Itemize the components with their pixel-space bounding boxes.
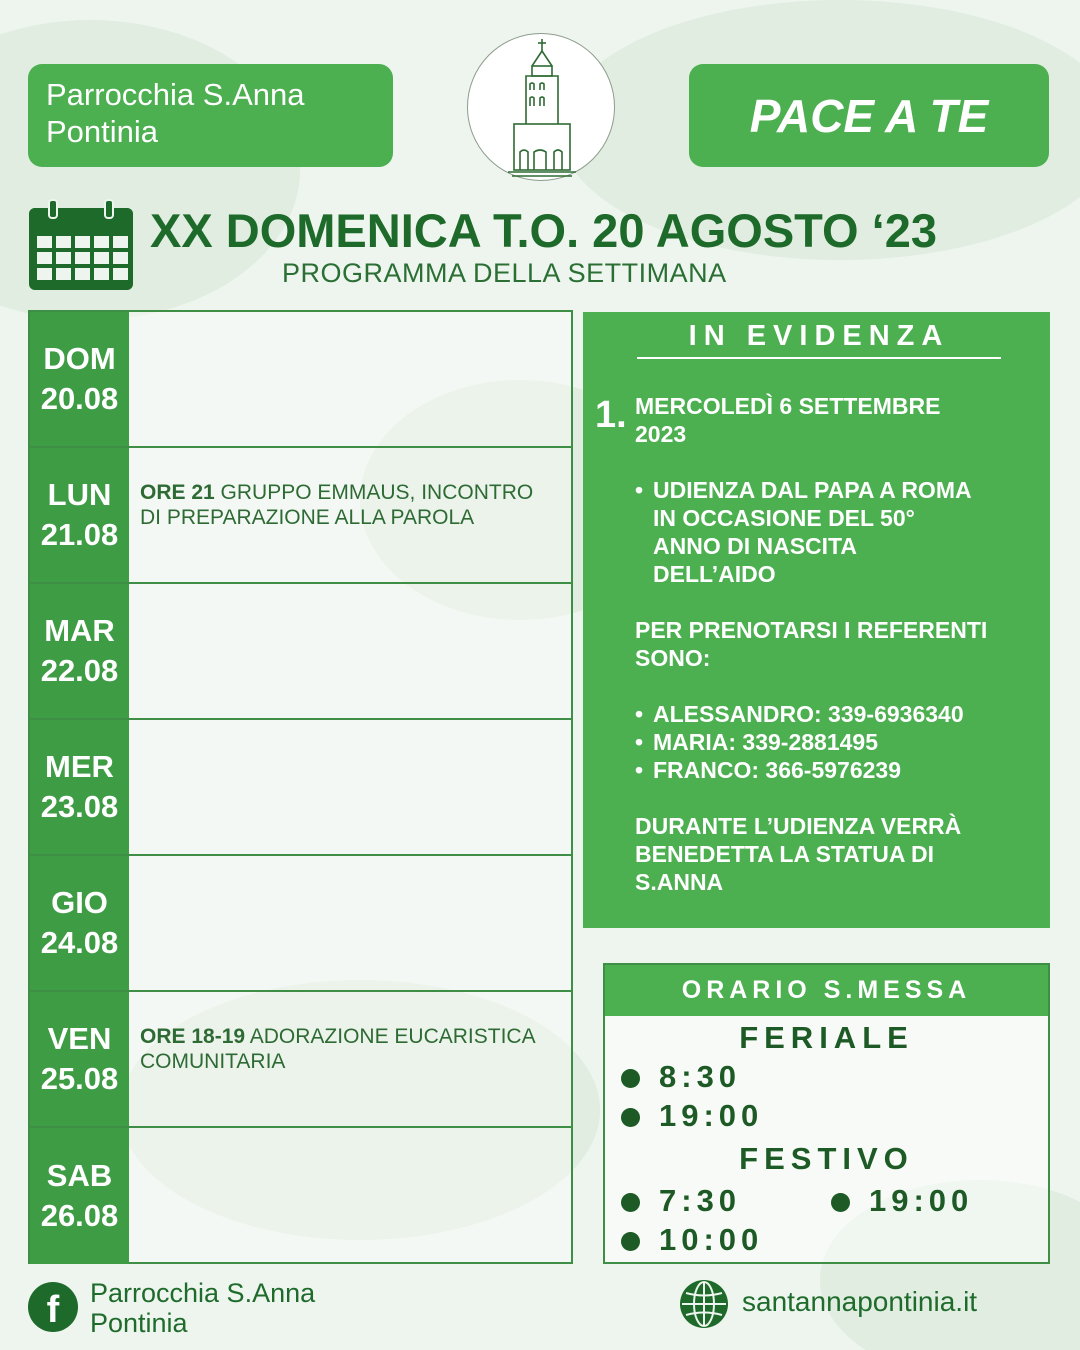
page-subtitle: PROGRAMMA DELLA SETTIMANA: [282, 258, 727, 288]
facebook-icon: f: [28, 1282, 78, 1332]
closing-line: S.ANNA: [635, 869, 724, 895]
calendar-icon: [27, 198, 135, 292]
closing-line: BENEDETTA LA STATUA DI: [635, 841, 934, 867]
schedule-row: [30, 720, 571, 856]
highlight-date-line2: 2023: [635, 421, 687, 447]
day-label: [30, 584, 129, 718]
day-label: [30, 448, 129, 582]
website-url: santannapontinia.it: [742, 1286, 978, 1317]
church-icon: [467, 33, 615, 181]
day-date: 26.08: [40, 1198, 119, 1233]
schedule-row: [30, 856, 571, 992]
day-date: 25.08: [40, 1061, 119, 1096]
highlight-bullet-line: • UDIENZA DAL PAPA A ROMA: [653, 476, 972, 504]
day-date: 22.08: [40, 653, 119, 688]
contact-item: • MARIA: 339-2881495: [653, 728, 878, 756]
day-name: MER: [45, 749, 114, 784]
highlight-bullet-line: DELL’AIDO: [653, 561, 776, 587]
mass-time: 7:30: [621, 1183, 741, 1219]
day-label: [30, 312, 129, 446]
parish-name-box: [28, 64, 393, 167]
highlight-bullet-line: ANNO DI NASCITA: [653, 533, 858, 559]
day-date: 23.08: [40, 789, 119, 824]
day-label: [30, 1128, 129, 1264]
highlight-date-line1: MERCOLEDÌ 6 SETTEMBRE: [635, 393, 941, 419]
schedule-row: [30, 312, 571, 448]
day-event: [140, 1024, 560, 1074]
day-date: 20.08: [40, 381, 119, 416]
schedule-row: [30, 1128, 571, 1264]
schedule-row: [30, 584, 571, 720]
feriale-label: FERIALE: [739, 1020, 914, 1055]
day-name: DOM: [43, 341, 116, 376]
festivo-label: FESTIVO: [739, 1141, 914, 1176]
facebook-link[interactable]: [28, 1278, 388, 1338]
referenti-line1: PER PRENOTARSI I REFERENTI: [635, 617, 988, 643]
event-text: ADORAZIONE EUCARISTICA COMUNITARIA: [140, 1025, 535, 1073]
contact-item: • ALESSANDRO: 339-6936340: [653, 700, 964, 728]
contact-item: • FRANCO: 366-5976239: [653, 756, 901, 784]
day-event: [140, 480, 560, 530]
facebook-line1: Parrocchia S.Anna: [90, 1278, 316, 1308]
pace-a-te-banner: PACE A TE: [689, 64, 1049, 167]
facebook-line2: Pontinia: [90, 1308, 188, 1338]
mass-schedule-title: ORARIO S.MESSA: [605, 965, 1048, 1016]
event-text: GRUPPO EMMAUS, INCONTRO DI PREPARAZIONE ALLA PAROLA: [140, 481, 534, 529]
website-link[interactable]: [678, 1278, 1058, 1328]
mass-time: 19:00: [621, 1098, 763, 1134]
day-label: [30, 992, 129, 1126]
day-name: SAB: [46, 1158, 113, 1193]
mass-schedule: [603, 963, 1050, 1264]
highlight-title: IN EVIDENZA: [637, 320, 1001, 359]
parish-name-line1: Parrocchia S.Anna: [46, 77, 305, 112]
day-date: 24.08: [40, 925, 119, 960]
highlight-panel: [583, 312, 1050, 928]
highlight-number: 1.: [595, 394, 627, 436]
mass-time: 10:00: [621, 1222, 763, 1258]
schedule-row: [30, 448, 571, 584]
day-name: LUN: [47, 477, 112, 512]
day-name: VEN: [47, 1021, 112, 1056]
facebook-page-name: [90, 1278, 315, 1338]
parish-name-line2: Pontinia: [46, 114, 159, 149]
event-time: ORE 18-19: [140, 1025, 246, 1048]
globe-icon: [678, 1278, 730, 1330]
highlight-bullet-line: IN OCCASIONE DEL 50°: [653, 505, 915, 531]
closing-line: DURANTE L’UDIENZA VERRÀ: [635, 813, 962, 839]
schedule-row: [30, 992, 571, 1128]
day-name: MAR: [44, 613, 115, 648]
day-label: [30, 856, 129, 990]
mass-time: 8:30: [621, 1059, 741, 1095]
day-label: [30, 720, 129, 854]
mass-time: 19:00: [831, 1183, 973, 1219]
event-time: ORE 21: [140, 481, 215, 504]
referenti-line2: SONO:: [635, 645, 711, 671]
page-title: XX DOMENICA T.O. 20 AGOSTO ‘23: [150, 204, 937, 257]
day-date: 21.08: [40, 517, 119, 552]
day-name: GIO: [51, 885, 108, 920]
weekly-schedule: [28, 310, 573, 1264]
